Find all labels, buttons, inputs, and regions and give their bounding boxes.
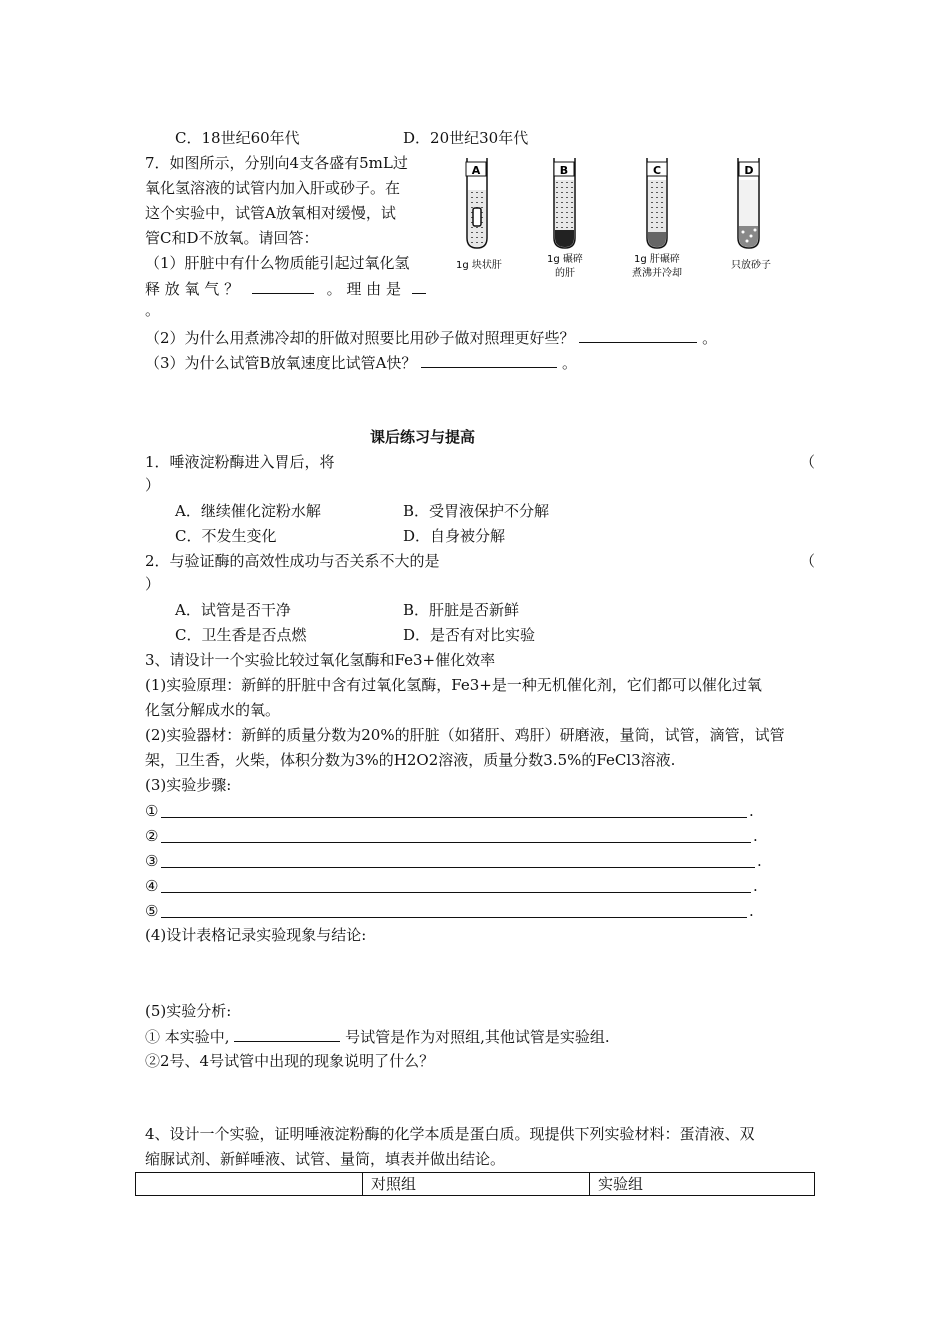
ex2-option-c: C．卫生香是否点燃 — [175, 626, 307, 644]
step-answer-line[interactable] — [161, 892, 751, 893]
ex3-title: 3、请设计一个实验比较过氧化氢酶和Fe3+催化效率 — [145, 651, 496, 669]
ex2-paren-close: ） — [145, 575, 161, 593]
q7-sub2-question: （2）为什么用煮沸冷却的肝做对照要比用砂子做对照理更好些？ — [145, 329, 575, 347]
tube-d-letter: D — [744, 164, 754, 177]
ex4-line-1: 4、设计一个实验，证明唾液淀粉酶的化学本质是蛋白质。现提供下列实验材料：蛋清液、双 — [145, 1125, 755, 1143]
tube-c — [632, 158, 682, 279]
ex3-analysis-2: ②2号、4号试管中出现的现象说明了什么？ — [145, 1052, 435, 1070]
q7-sub1-line-3: 。 — [145, 301, 161, 319]
ex3-step-3[interactable] — [145, 850, 765, 872]
q7-sub3 — [145, 351, 577, 374]
analysis-1-suffix: 号试管是作为对照组,其他试管是实验组. — [345, 1028, 610, 1046]
ex4-line-2: 缩脲试剂、新鲜唾液、试管、量筒，填表并做出结论。 — [145, 1150, 506, 1168]
tube-c-caption-line-2: 煮沸并冷却 — [632, 268, 682, 279]
q7-sub3-end: 。 — [561, 354, 577, 372]
ex1-stem: 1．唾液淀粉酶进入胃后，将 — [145, 453, 335, 471]
tube-a — [456, 158, 502, 271]
ex1-option-c: C．不发生变化 — [175, 527, 277, 545]
tube-c-letter: C — [652, 164, 662, 177]
ex3-principle-line-1: (1)实验原理：新鲜的肝脏中含有过氧化氢酶，Fe3+是一种无机催化剂，它们都可以催化过氧 — [145, 676, 762, 694]
ex2-option-d: D．是否有对比实验 — [403, 626, 536, 644]
ex2-option-a: A．试管是否干净 — [175, 601, 291, 619]
q7-sub1-answer-blank[interactable] — [252, 277, 314, 294]
step-number: ⑤ — [145, 902, 159, 920]
ex3-analysis-label: (5)实验分析: — [145, 1002, 232, 1020]
ex4-table — [135, 1172, 815, 1196]
ex1-paren-close: ） — [145, 476, 161, 494]
q7-sub2 — [145, 326, 717, 349]
ex2-option-b: B．肝脏是否新鲜 — [403, 601, 520, 619]
step-number: ④ — [145, 877, 159, 895]
table-header-row — [136, 1173, 815, 1196]
tube-b-caption-line-2: 的肝 — [555, 268, 575, 279]
q6-option-d: D．20世纪30年代 — [403, 129, 529, 147]
q7-sub1-question: 释 放 氧 气 ？ — [145, 280, 240, 298]
step-answer-line[interactable] — [161, 867, 755, 868]
q7-sub2-blank[interactable] — [579, 326, 697, 343]
liver-block-icon — [473, 208, 481, 226]
ex3-materials-line-1: (2)实验器材：新鲜的质量分数为20%的肝脏（如猪肝、鸡肝）研磨液，量筒，试管，滴管，试管 — [145, 726, 785, 744]
q7-stem-line-3: 这个实验中，试管A放氧相对缓慢，试 — [145, 204, 396, 222]
ex3-table-label: (4)设计表格记录实验现象与结论: — [145, 926, 367, 944]
ex2-stem: 2．与验证酶的高效性成功与否关系不大的是 — [145, 552, 440, 570]
step-end: . — [753, 827, 758, 845]
tube-b — [547, 158, 583, 279]
tube-b-letter: B — [559, 164, 569, 177]
section-title: 课后练习与提高 — [370, 428, 476, 446]
step-end: . — [749, 902, 754, 920]
ex3-step-4[interactable] — [145, 875, 760, 897]
table-header-empty — [136, 1173, 363, 1196]
control-group-blank[interactable] — [234, 1025, 340, 1042]
analysis-1-prefix: ① 本实验中, — [145, 1028, 230, 1046]
ex3-step-5[interactable] — [145, 900, 760, 922]
q7-stem-line-2: 氧化氢溶液的试管内加入肝或砂子。在 — [145, 179, 401, 197]
q7-sub1-reason-blank[interactable] — [412, 277, 426, 294]
q7-stem-line-1: 7．如图所示，分别向4支各盛有5mL过 — [145, 154, 408, 172]
table-header-experimental: 实验组 — [590, 1173, 815, 1196]
ex2-paren-open: （ — [800, 552, 816, 570]
q7-sub3-blank[interactable] — [421, 351, 557, 368]
step-answer-line[interactable] — [161, 917, 747, 918]
q7-sub3-question: （3）为什么试管B放氧速度比试管A快？ — [145, 354, 417, 372]
step-answer-line[interactable] — [161, 842, 751, 843]
q7-test-tube-figure — [455, 150, 785, 290]
ex1-option-a: A．继续催化淀粉水解 — [175, 502, 321, 520]
tube-d — [731, 158, 771, 271]
step-end: . — [757, 852, 762, 870]
table-header-control: 对照组 — [363, 1173, 590, 1196]
q7-sub1-reason: 。 理 由 是 — [326, 280, 401, 298]
ex3-materials-line-2: 架，卫生香，火柴，体积分数为3%的H2O2溶液，质量分数3.5%的FeCl3溶液. — [145, 751, 676, 769]
ex3-principle-line-2: 化氢分解成水的氧。 — [145, 701, 281, 719]
ex3-analysis-1 — [145, 1025, 610, 1048]
tube-a-caption: 1g 块状肝 — [456, 260, 502, 271]
q7-sub2-end: 。 — [702, 329, 718, 347]
step-number: ① — [145, 802, 159, 820]
ex1-paren-open: （ — [800, 453, 816, 471]
q7-sub1-line-2 — [145, 277, 426, 300]
tube-b-caption-line-1: 1g 碾碎 — [547, 254, 583, 265]
q6-option-c: C．18世纪60年代 — [175, 129, 300, 147]
step-number: ③ — [145, 852, 159, 870]
step-end: . — [749, 802, 754, 820]
step-answer-line[interactable] — [161, 817, 747, 818]
q7-stem-line-4: 管C和D不放氧。请回答： — [145, 229, 319, 247]
tube-c-caption-line-1: 1g 肝碾碎 — [634, 254, 680, 265]
step-number: ② — [145, 827, 159, 845]
step-end: . — [753, 877, 758, 895]
ex3-step-2[interactable] — [145, 825, 760, 847]
q7-sub1-line-1: （1）肝脏中有什么物质能引起过氧化氢 — [145, 254, 410, 272]
tube-d-caption: 只放砂子 — [731, 260, 771, 271]
ex3-steps-label: (3)实验步骤: — [145, 776, 232, 794]
tube-a-letter: A — [471, 164, 481, 177]
ex1-option-b: B．受胃液保护不分解 — [403, 502, 550, 520]
ex3-step-1[interactable] — [145, 800, 760, 822]
ex1-option-d: D．自身被分解 — [403, 527, 506, 545]
